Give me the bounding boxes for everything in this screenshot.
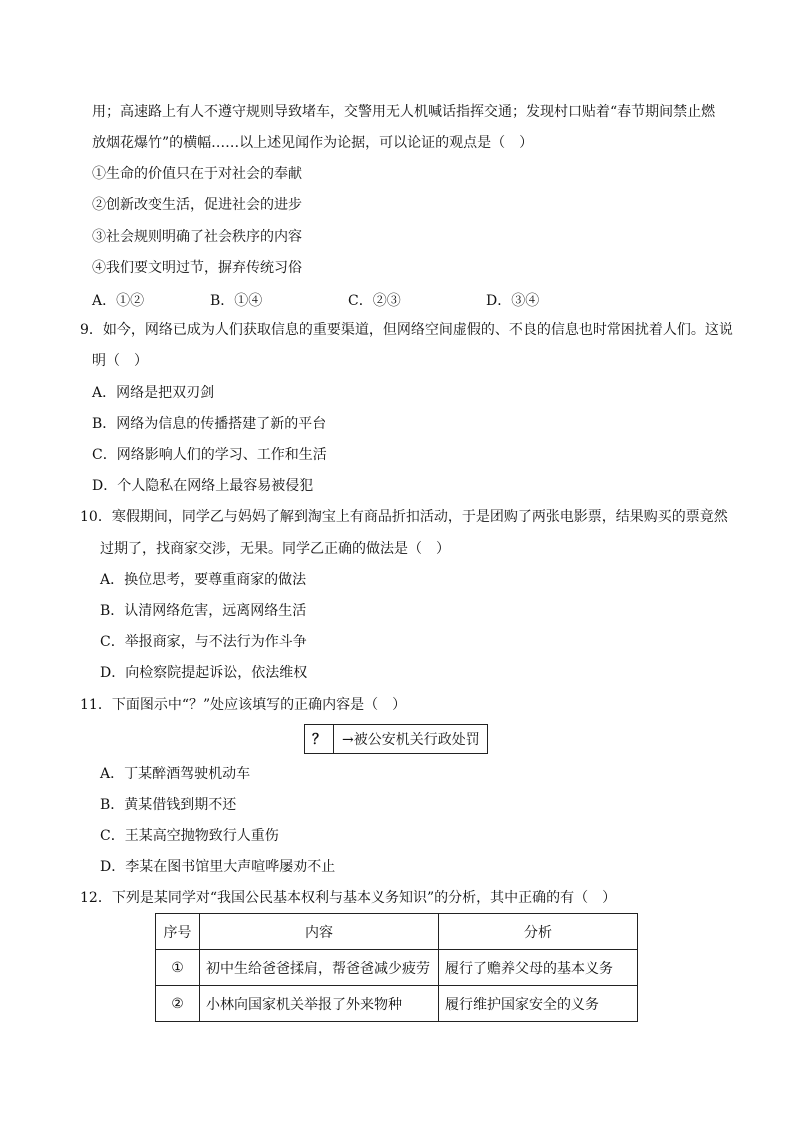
q10-stem-line2: 过期了，找商家交涉，无果。同学乙正确的做法是（ ）: [100, 541, 450, 557]
q8-option-a[interactable]: A．①②: [92, 293, 145, 309]
q11-stem: 11．下面图示中“？”处应该填写的正确内容是（ ）: [80, 697, 407, 713]
q11-diagram-question-mark: ？: [305, 725, 334, 753]
q8-statement: ④我们要文明过节，摒弃传统习俗: [92, 260, 302, 276]
q10-stem-line1: 10．寒假期间，同学乙与妈妈了解到淘宝上有商品折扣活动，于是团购了两张电影票，结果购买的票竟然: [80, 509, 728, 525]
table-row: [156, 986, 638, 1022]
table-header-row: [156, 914, 638, 950]
row-analysis: 履行了赡养父母的基本义务: [439, 950, 638, 986]
q11-option-c[interactable]: C．王某高空抛物致行人重伤: [100, 828, 279, 844]
q12-stem: 12．下列是某同学对“我国公民基本权利与基本义务知识”的分析，其中正确的有（ ）: [80, 890, 617, 906]
q11-option-a[interactable]: A．丁某醉酒驾驶机动车: [100, 766, 251, 782]
q10-option-c[interactable]: C．举报商家，与不法行为作斗争: [100, 634, 307, 650]
row-index: ②: [156, 986, 200, 1022]
q9-stem-line2: 明（ ）: [92, 353, 148, 369]
row-content: 小林向国家机关举报了外来物种: [200, 986, 439, 1022]
q9-option-a[interactable]: A．网络是把双刃剑: [92, 385, 215, 401]
q10-option-a[interactable]: A．换位思考，要尊重商家的做法: [100, 572, 307, 588]
q9-stem-line1: 9．如今，网络已成为人们获取信息的重要渠道，但网络空间虚假的、不良的信息也时常困扰着人们。这说: [80, 322, 733, 338]
row-analysis: 履行维护国家安全的义务: [439, 986, 638, 1022]
row-content: 初中生给爸爸揉肩，帮爸爸减少疲劳: [200, 950, 439, 986]
q8-option-d[interactable]: D．③④: [486, 293, 540, 309]
q8-statement: ③社会规则明确了社会秩序的内容: [92, 229, 302, 245]
q8-stem-line1: 用；高速路上有人不遵守规则导致堵车，交警用无人机喊话指挥交通；发现村口贴着“春节期间禁止燃: [92, 104, 716, 120]
q10-option-d[interactable]: D．向检察院提起诉讼，依法维权: [100, 665, 308, 681]
q8-stem-line2: 放烟花爆竹”的横幅……以上述见闻作为论据，可以论证的观点是（ ）: [92, 135, 534, 151]
q9-option-d[interactable]: D．个人隐私在网络上最容易被侵犯: [92, 478, 314, 494]
table-row: [156, 950, 638, 986]
header-index: 序号: [156, 914, 200, 950]
q9-option-b[interactable]: B．网络为信息的传播搭建了新的平台: [92, 416, 327, 432]
header-analysis: 分析: [439, 914, 638, 950]
q9-option-c[interactable]: C．网络影响人们的学习、工作和生活: [92, 447, 327, 463]
q11-diagram-result: →被公安机关行政处罚: [342, 732, 480, 748]
q11-diagram: [304, 724, 488, 754]
q11-option-d[interactable]: D．李某在图书馆里大声喧哗屡劝不止: [100, 859, 336, 875]
q8-statement: ①生命的价值只在于对社会的奉献: [92, 166, 302, 182]
q10-option-b[interactable]: B．认清网络危害，远离网络生活: [100, 603, 307, 619]
header-content: 内容: [200, 914, 439, 950]
q8-statement: ②创新改变生活，促进社会的进步: [92, 197, 302, 213]
row-index: ①: [156, 950, 200, 986]
q8-option-b[interactable]: B．①④: [210, 293, 263, 309]
q12-analysis-table: [155, 913, 638, 1022]
q8-option-c[interactable]: C．②③: [348, 293, 401, 309]
q11-option-b[interactable]: B．黄某借钱到期不还: [100, 797, 237, 813]
q8-options-row: [92, 290, 572, 308]
